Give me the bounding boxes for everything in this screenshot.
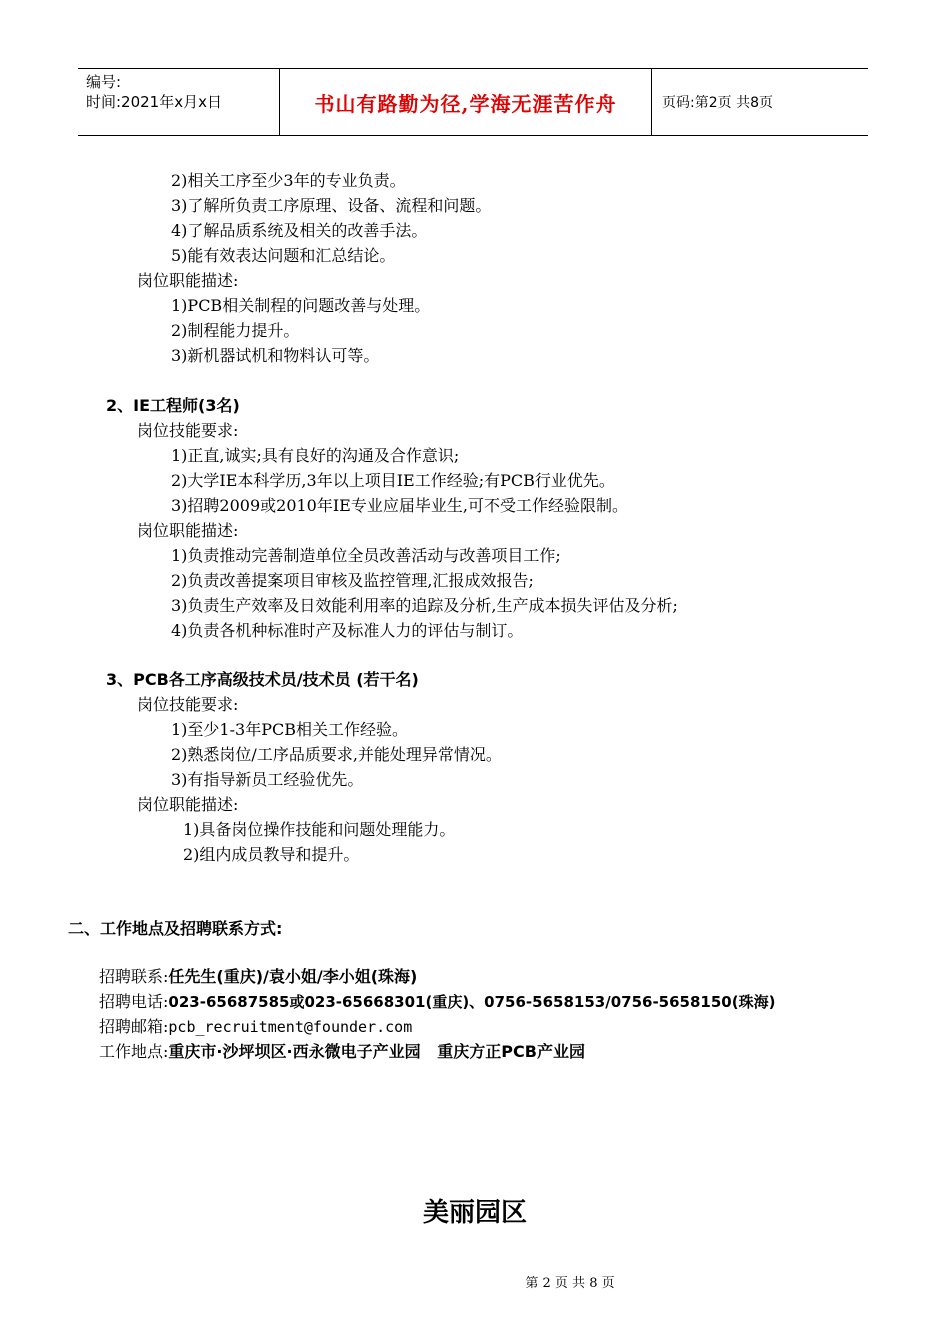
- job3-req-item-1: 1)至少1-3年PCB相关工作经验。: [171, 720, 408, 739]
- header-meta: [78, 69, 280, 135]
- job2-duty-item-4: 4)负责各机种标准时产及标准人力的评估与制订。: [171, 621, 524, 640]
- phone-row: [99, 992, 775, 1012]
- job1-duty-item-1: 1)PCB相关制程的问题改善与处理。: [171, 296, 431, 315]
- page-footer: 第 2 页 共 8 页: [525, 1276, 615, 1291]
- email-label: 招聘邮箱:: [99, 1017, 169, 1036]
- section2-title: 二、工作地点及招聘联系方式:: [68, 919, 283, 938]
- phone-label: 招聘电话:: [99, 992, 169, 1011]
- address-row: [99, 1042, 585, 1062]
- contact-label: 招聘联系:: [99, 967, 169, 986]
- header-page-number: 页码:第2页 共8页: [662, 95, 773, 111]
- job3-req-heading: 岗位技能要求:: [137, 695, 239, 714]
- contact-row: [99, 967, 417, 987]
- document-number-label: 编号:: [86, 73, 122, 91]
- job3-duty-item-2: 2)组内成员教导和提升。: [183, 845, 360, 864]
- job3-duty-heading: 岗位职能描述:: [137, 795, 239, 814]
- job1-duty-heading: 岗位职能描述:: [137, 271, 239, 290]
- job1-duty-item-3: 3)新机器试机和物料认可等。: [171, 346, 380, 365]
- job2-req-heading: 岗位技能要求:: [137, 421, 239, 440]
- contact-value: 任先生(重庆)/袁小姐/李小姐(珠海): [168, 967, 418, 986]
- job2-title: 2、IE工程师(3名): [106, 396, 240, 415]
- job1-duty-item-2: 2)制程能力提升。: [171, 321, 300, 340]
- job2-req-item-3: 3)招聘2009或2010年IE专业应届毕业生,可不受工作经验限制。: [171, 496, 628, 515]
- email-row: [99, 1017, 412, 1037]
- job1-req-item-3: 3)了解所负责工序原理、设备、流程和问题。: [171, 196, 492, 215]
- job3-req-item-3: 3)有指导新员工经验优先。: [171, 770, 364, 789]
- header-motto: 书山有路勤为径,学海无涯苦作舟: [280, 69, 652, 135]
- job2-duty-heading: 岗位职能描述:: [137, 521, 239, 540]
- job1-req-item-5: 5)能有效表达问题和汇总结论。: [171, 246, 396, 265]
- job1-req-item-4: 4)了解品质系统及相关的改善手法。: [171, 221, 428, 240]
- phone-value: 023-65687585或023-65668301(重庆)、0756-5658153/0756-5658150(珠海): [168, 993, 776, 1011]
- job3-duty-item-1: 1)具备岗位操作技能和问题处理能力。: [183, 820, 456, 839]
- job2-req-item-1: 1)正直,诚实;具有良好的沟通及合作意识;: [171, 446, 460, 465]
- park-title: 美丽园区: [422, 1198, 527, 1228]
- document-time-label: 时间:2021年x月x日: [86, 93, 222, 111]
- job2-duty-item-2: 2)负责改善提案项目审核及监控管理,汇报成效报告;: [171, 571, 534, 590]
- address-value: 重庆市·沙坪坝区·西永微电子产业园 重庆方正PCB产业园: [168, 1042, 585, 1061]
- job1-req-item-2: 2)相关工序至少3年的专业负责。: [171, 171, 406, 190]
- job2-req-item-2: 2)大学IE本科学历,3年以上项目IE工作经验;有PCB行业优先。: [171, 471, 615, 490]
- page-header: [78, 68, 868, 136]
- job3-req-item-2: 2)熟悉岗位/工序品质要求,并能处理异常情况。: [171, 745, 502, 764]
- job2-duty-item-1: 1)负责推动完善制造单位全员改善活动与改善项目工作;: [171, 546, 561, 565]
- email-value[interactable]: pcb_recruitment@founder.com: [168, 1018, 413, 1036]
- job2-duty-item-3: 3)负责生产效率及日效能利用率的追踪及分析,生产成本损失评估及分析;: [171, 596, 678, 615]
- address-label: 工作地点:: [99, 1042, 169, 1061]
- job3-title: 3、PCB各工序高级技术员/技术员 (若干名): [106, 670, 419, 689]
